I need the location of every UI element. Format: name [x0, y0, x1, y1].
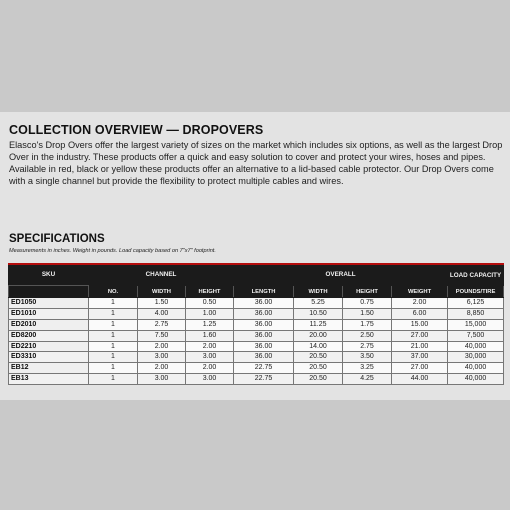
cell-overall-height: 3.25 — [343, 363, 392, 374]
top-background-band — [0, 0, 510, 112]
table-row — [9, 298, 504, 309]
header-overall-height: HEIGHT — [343, 286, 392, 298]
cell-channel-no: 1 — [89, 352, 138, 363]
cell-channel-width: 3.00 — [138, 374, 186, 385]
cell-load-capacity: 30,000 — [448, 352, 504, 363]
cell-load-capacity: 15,000 — [448, 319, 504, 330]
cell-channel-width: 4.00 — [138, 308, 186, 319]
cell-sku: ED8200 — [9, 330, 89, 341]
cell-overall-height: 1.50 — [343, 308, 392, 319]
cell-channel-width: 7.50 — [138, 330, 186, 341]
cell-weight: 2.00 — [392, 298, 448, 309]
cell-channel-width: 2.00 — [138, 363, 186, 374]
cell-overall-height: 1.75 — [343, 319, 392, 330]
cell-overall-height: 0.75 — [343, 298, 392, 309]
cell-channel-no: 1 — [89, 319, 138, 330]
bottom-background-band — [0, 400, 510, 510]
specifications-heading: SPECIFICATIONS — [9, 233, 105, 245]
cell-sku: ED2010 — [9, 319, 89, 330]
cell-channel-no: 1 — [89, 298, 138, 309]
cell-channel-no: 1 — [89, 374, 138, 385]
cell-overall-width: 20.00 — [294, 330, 343, 341]
table-top-accent-line — [8, 263, 503, 265]
cell-load-capacity: 8,850 — [448, 308, 504, 319]
cell-overall-height: 3.50 — [343, 352, 392, 363]
table-row — [9, 352, 504, 363]
cell-channel-width: 1.50 — [138, 298, 186, 309]
cell-channel-height: 3.00 — [186, 352, 234, 363]
cell-overall-width: 20.50 — [294, 363, 343, 374]
header-overall-group: OVERALL — [234, 264, 448, 286]
cell-channel-height: 3.00 — [186, 374, 234, 385]
table-body — [9, 298, 504, 385]
header-overall-weight: WEIGHT — [392, 286, 448, 298]
cell-load-capacity: 7,500 — [448, 330, 504, 341]
table-row — [9, 330, 504, 341]
header-channel-height: HEIGHT — [186, 286, 234, 298]
header-sku: SKU — [9, 264, 89, 286]
cell-overall-length: 36.00 — [234, 352, 294, 363]
header-overall-length: LENGTH — [234, 286, 294, 298]
overview-paragraph: Elasco's Drop Overs offer the largest variety of sizes on the market which includes six options, as well as the largest Drop Over in the industry. These products offer a quick and easy solution to cover and protect your wires, hoses and pipes. Available in red, black or yellow these products offer an alternative to a lid-based cable protector. Our Drop Overs come with a single channel but provide the flexibility to protect multiple cables and wires. — [9, 140, 503, 187]
cell-overall-width: 14.00 — [294, 341, 343, 352]
cell-weight: 27.00 — [392, 363, 448, 374]
header-load-capacity: LOAD CAPACITY — [448, 264, 504, 286]
specifications-table — [8, 263, 504, 385]
cell-channel-height: 1.25 — [186, 319, 234, 330]
table-header — [9, 264, 504, 298]
cell-overall-height: 4.25 — [343, 374, 392, 385]
cell-channel-height: 1.00 — [186, 308, 234, 319]
cell-overall-height: 2.75 — [343, 341, 392, 352]
cell-channel-no: 1 — [89, 330, 138, 341]
cell-sku: ED3310 — [9, 352, 89, 363]
table-row — [9, 341, 504, 352]
cell-load-capacity: 40,000 — [448, 363, 504, 374]
header-sku-blank — [9, 286, 89, 298]
cell-weight: 21.00 — [392, 341, 448, 352]
cell-overall-length: 36.00 — [234, 298, 294, 309]
header-channel-width: WIDTH — [138, 286, 186, 298]
cell-channel-height: 2.00 — [186, 341, 234, 352]
cell-overall-length: 22.75 — [234, 363, 294, 374]
cell-channel-no: 1 — [89, 341, 138, 352]
cell-sku: ED1010 — [9, 308, 89, 319]
table-row — [9, 363, 504, 374]
cell-channel-no: 1 — [89, 308, 138, 319]
cell-channel-height: 2.00 — [186, 363, 234, 374]
cell-overall-length: 36.00 — [234, 330, 294, 341]
cell-channel-no: 1 — [89, 363, 138, 374]
header-load-pounds-per-tire: POUNDS/TIRE — [448, 286, 504, 298]
cell-sku: EB13 — [9, 374, 89, 385]
cell-weight: 15.00 — [392, 319, 448, 330]
cell-weight: 27.00 — [392, 330, 448, 341]
cell-overall-height: 2.50 — [343, 330, 392, 341]
cell-channel-width: 2.75 — [138, 319, 186, 330]
overview-heading: COLLECTION OVERVIEW — DROPOVERS — [9, 123, 264, 137]
cell-channel-width: 3.00 — [138, 352, 186, 363]
cell-weight: 44.00 — [392, 374, 448, 385]
cell-overall-length: 36.00 — [234, 308, 294, 319]
cell-weight: 6.00 — [392, 308, 448, 319]
table-row — [9, 308, 504, 319]
cell-channel-width: 2.00 — [138, 341, 186, 352]
cell-sku: ED1050 — [9, 298, 89, 309]
cell-weight: 37.00 — [392, 352, 448, 363]
cell-sku: ED2210 — [9, 341, 89, 352]
cell-channel-height: 0.50 — [186, 298, 234, 309]
cell-overall-width: 5.25 — [294, 298, 343, 309]
header-channel-no: NO. — [89, 286, 138, 298]
specifications-note: Measurements in inches. Weight in pounds. Load capacity based on 7"x7" footprint. — [9, 248, 216, 254]
cell-load-capacity: 40,000 — [448, 341, 504, 352]
table-row — [9, 319, 504, 330]
cell-load-capacity: 6,125 — [448, 298, 504, 309]
cell-load-capacity: 40,000 — [448, 374, 504, 385]
cell-overall-width: 10.50 — [294, 308, 343, 319]
cell-overall-length: 36.00 — [234, 319, 294, 330]
header-channel-group: CHANNEL — [89, 264, 234, 286]
cell-overall-width: 20.50 — [294, 352, 343, 363]
table-row — [9, 374, 504, 385]
cell-overall-width: 20.50 — [294, 374, 343, 385]
cell-sku: EB12 — [9, 363, 89, 374]
header-overall-width: WIDTH — [294, 286, 343, 298]
cell-overall-length: 36.00 — [234, 341, 294, 352]
cell-overall-width: 11.25 — [294, 319, 343, 330]
cell-overall-length: 22.75 — [234, 374, 294, 385]
cell-channel-height: 1.60 — [186, 330, 234, 341]
